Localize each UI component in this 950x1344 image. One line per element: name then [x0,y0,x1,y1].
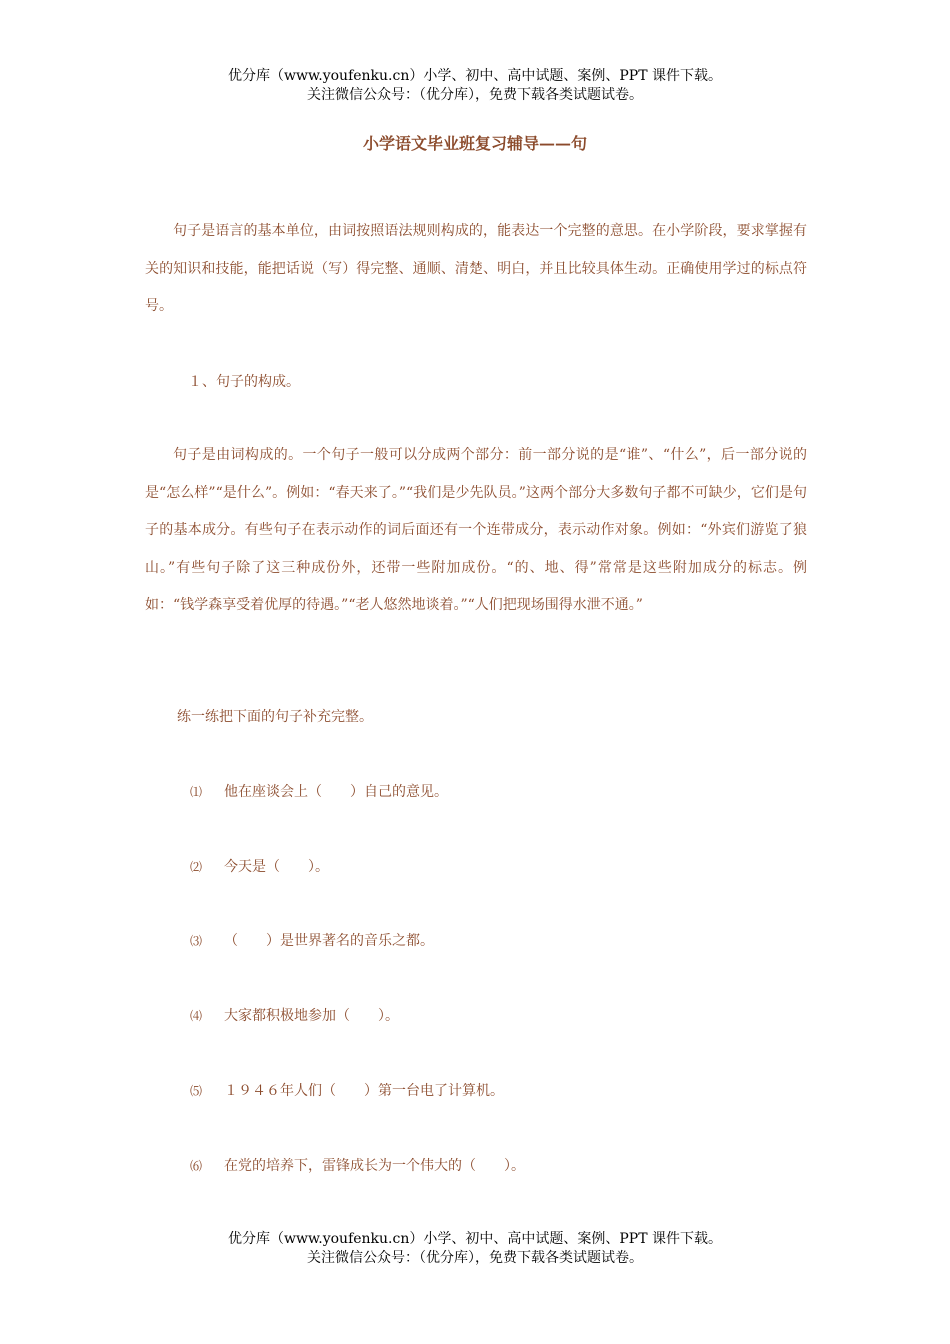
exercise-text: 今天是（ ）。 [224,859,329,875]
exercise-number: ⑴ [190,785,203,799]
footer-line-2: 关注微信公众号：（优分库），免费下载各类试题试卷。 [307,1250,643,1266]
footer-line-1: 优分库（www.youfenku.cn）小学、初中、高中试题、案例、PPT 课件下载。 [227,1231,722,1247]
exercise-text: 在党的培养下，雷锋成长为一个伟大的（ ）。 [224,1158,525,1174]
page-title: 小学语文毕业班复习辅导——句 [362,134,587,153]
exercise-number: ⑷ [190,1009,203,1023]
exercise-item [190,1006,399,1026]
exercise-number: ⑹ [190,1159,203,1173]
exercise-number: ⑵ [190,860,203,874]
exercise-item [190,782,448,802]
exercise-text: １９４６年人们（ ）第一台电了计算机。 [224,1083,504,1099]
practice-heading: 练一练把下面的句子补充完整。 [177,709,373,725]
exercise-item [190,1081,504,1101]
exercise-text: 他在座谈会上（ ）自己的意见。 [224,784,448,800]
header-line-1: 优分库（www.youfenku.cn）小学、初中、高中试题、案例、PPT 课件下载。 [227,68,722,84]
exercise-item [190,931,434,951]
exercise-text: 大家都积极地参加（ ）。 [224,1008,399,1024]
exercise-number: ⑸ [190,1084,203,1098]
intro-paragraph: 句子是语言的基本单位，由词按照语法规则构成的，能表达一个完整的意思。在小学阶段，要求掌握有关的知识和技能，能把话说（写）得完整、通顺、清楚、明白，并且比较具体生动。正确使用学过的标点符号。 [145,223,807,315]
exercise-text: （ ）是世界著名的音乐之都。 [224,933,434,949]
exercise-number: ⑶ [190,934,203,948]
exercise-item [190,1156,525,1176]
header-line-2: 关注微信公众号：（优分库），免费下载各类试题试卷。 [307,87,643,103]
section-heading-sentence-structure: １、句子的构成。 [188,374,300,390]
exercise-item [190,857,329,877]
sentence-structure-paragraph: 句子是由词构成的。一个句子一般可以分成两个部分：前一部分说的是“谁”、“什么”，后一部分说的是“怎么样”“是什么”。例如：“春天来了。”“我们是少先队员。”这两个部分大多数句子都不可缺少，它们是句子的基本成分。有些句子在表示动作的词后面还有一个连带成分，表示动作对象。例如：“外宾们游览了狼山。”有些句子除了这三种成份外，还带一些附加成份。“的、地、得”常常是这些附加成分的标志。例如：“钱学森享受着优厚的待遇。”“老人悠然地谈着。”“人们把现场围得水泄不通。” [145,447,807,614]
